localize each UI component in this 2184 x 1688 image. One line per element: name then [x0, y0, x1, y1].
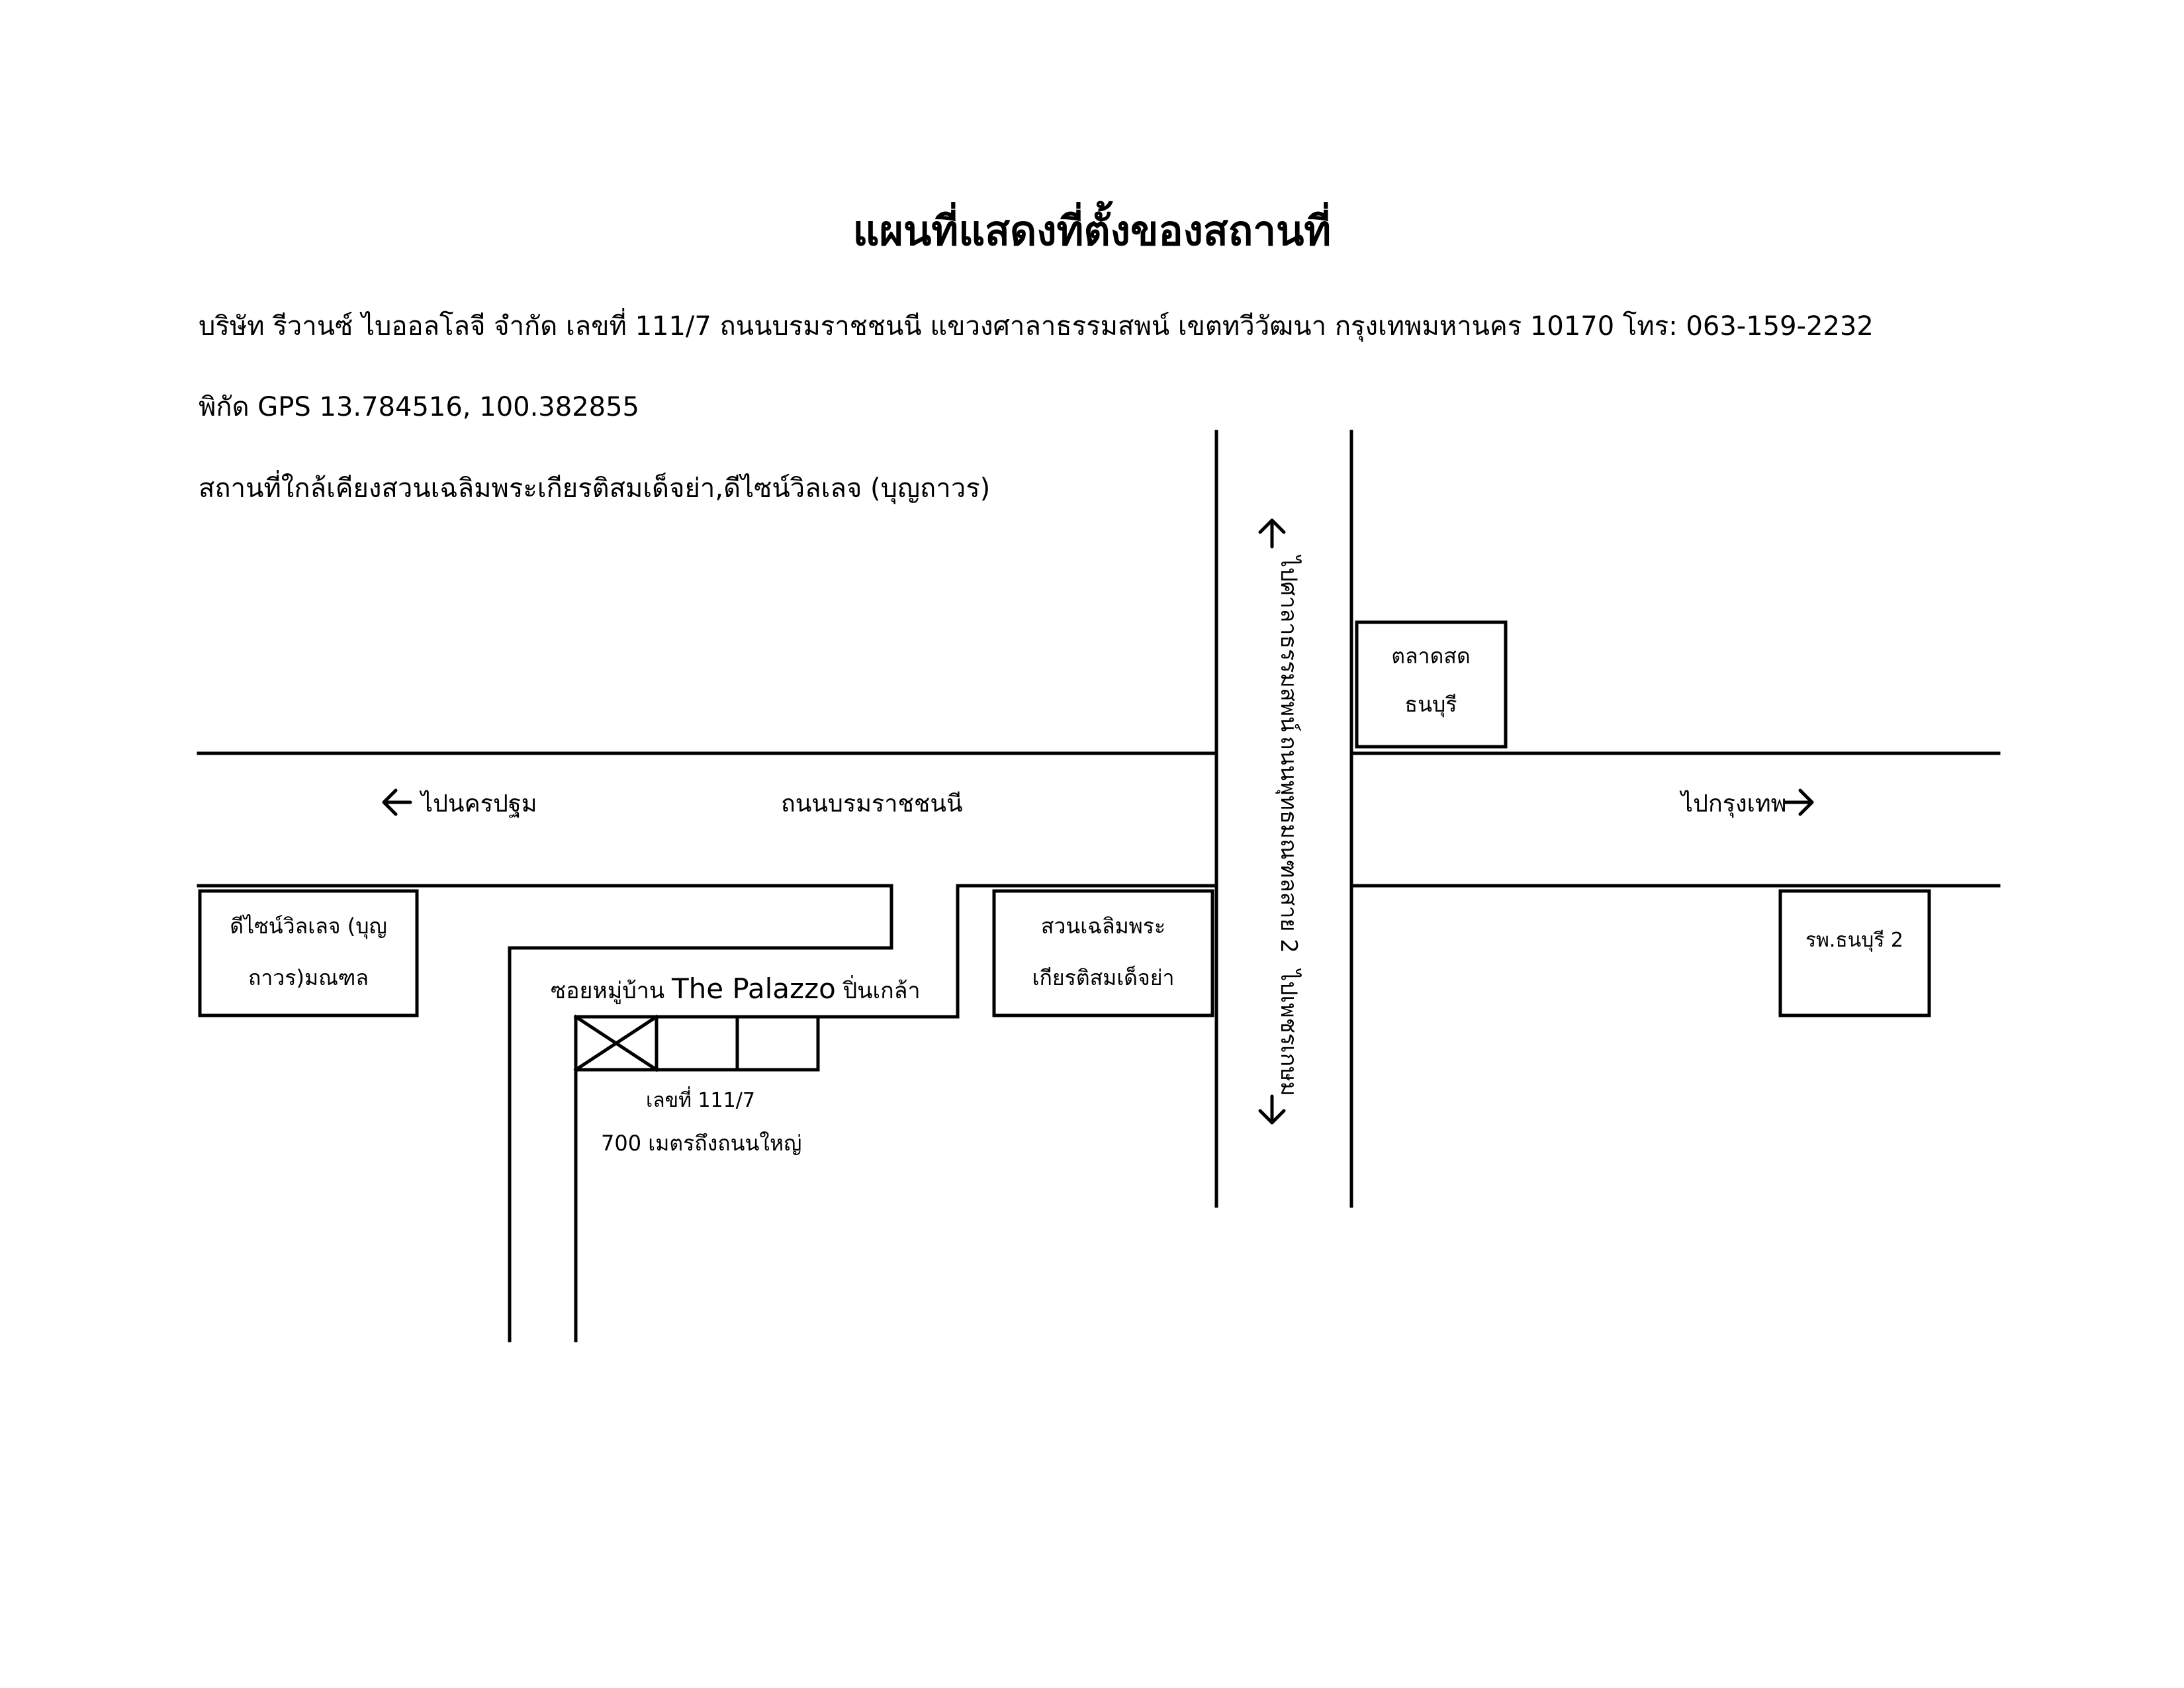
hospital-label: รพ.ธนบุรี 2 — [1805, 929, 1904, 952]
to-sala-thammasop-label: ไปศาลาธรรมสพน์ — [1275, 556, 1302, 732]
soi-west-edge — [510, 886, 891, 1340]
soi-east-edge — [576, 886, 958, 1340]
park-label-line1: สวนเฉลิมพระ — [1040, 914, 1166, 939]
cross-road-name: ถนนพุทธมณฑลสาย 2 — [1275, 736, 1302, 953]
page-title: แผนที่แสดงที่ตั้งของสถานที่ — [852, 207, 1332, 255]
arrow-up-icon — [1260, 520, 1284, 547]
arrow-left-icon — [384, 790, 410, 814]
destination-number: เลขที่ 111/7 — [646, 1089, 755, 1112]
to-bangkok-label: ไปกรุงเทพ — [1681, 790, 1787, 818]
hospital-box — [1780, 891, 1929, 1015]
nearby-places: สถานที่ใกล้เคียงสวนเฉลิมพระเกียรติสมเด็จย่า,ดีไซน์วิลเลจ (บุญถาวร) — [199, 473, 991, 504]
to-phetkasem-label: ไปเพชรเกษม — [1275, 970, 1302, 1097]
main-road-name: ถนนบรมราชชนนี — [781, 790, 963, 818]
soi-label-prefix: ซอยหมู่บ้าน — [551, 978, 672, 1004]
neighbor-lot — [737, 1017, 818, 1070]
design-village-label-line2: ถาวร)มณฑล — [248, 965, 369, 990]
gps-coordinates: พิกัด GPS 13.784516, 100.382855 — [199, 392, 639, 422]
soi-label — [551, 972, 921, 1005]
park-box — [994, 891, 1212, 1015]
arrow-right-icon — [1786, 790, 1812, 814]
design-village-box — [200, 891, 417, 1015]
to-nakhon-pathom-label: ไปนครปฐม — [421, 790, 537, 818]
arrow-down-icon — [1260, 1096, 1284, 1123]
market-label-line1: ตลาดสด — [1391, 643, 1471, 669]
destination-distance: 700 เมตรถึงถนนใหญ่ — [601, 1131, 802, 1156]
company-address: บริษัท รีวานซ์ ไบออลโลจี จำกัด เลขที่ 111/7 ถนนบรมราชชนนี แขวงศาลาธรรมสพน์ เขตทวีวัฒนา กรุงเทพมหานคร 10170 โทร: 063-159-2232 — [199, 311, 1874, 342]
soi-label-name: The Palazzo — [671, 972, 836, 1005]
neighbor-lot — [657, 1017, 737, 1070]
park-label-line2: เกียรติสมเด็จย่า — [1032, 965, 1175, 990]
market-box — [1357, 622, 1506, 747]
design-village-label-line1: ดีไซน์วิลเลจ (บุญ — [230, 914, 387, 939]
market-label-line2: ธนบุรี — [1404, 692, 1457, 717]
soi-label-suffix: ปิ่นเกล้า — [835, 978, 921, 1004]
